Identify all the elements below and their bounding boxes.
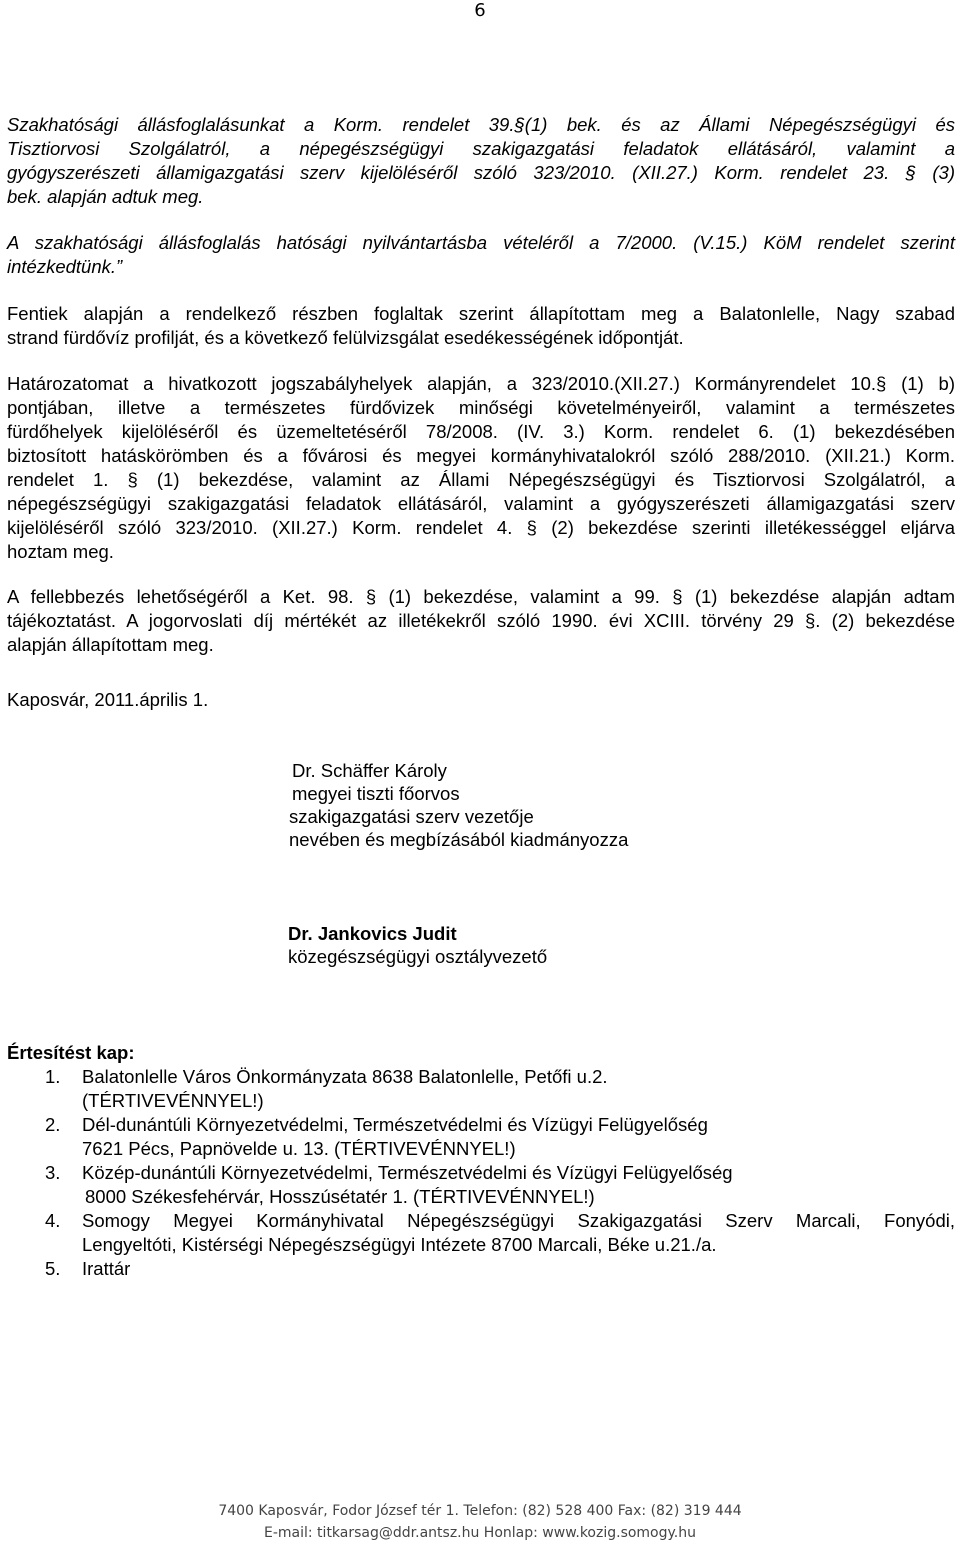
list-item-number: 2. (45, 1114, 61, 1135)
list-item-line: Irattár (82, 1258, 131, 1279)
footer-address: 7400 Kaposvár, Fodor József tér 1. Telefon: (82) 528 400 Fax: (82) 319 444 (218, 1503, 742, 1519)
text-line: A fellebbezés lehetőségéről a Ket. 98. § (1) bekezdése, valamint a 99. § (1) bekezdése alapján adtam (7, 586, 955, 607)
list-item-number: 1. (45, 1066, 61, 1087)
list-item-line: Lengyeltóti, Kistérségi Népegészségügyi Intézete 8700 Marcali, Béke u.21./a. (82, 1234, 717, 1255)
text-line: strand fürdővíz profilját, és a következő felülvizsgálat esedékességének időpontját. (7, 327, 684, 348)
text-line: Fentiek alapján a rendelkező részben foglaltak szerint állapítottam meg a Balatonlelle, Nagy szabad (7, 303, 955, 324)
signatory-title: megyei tiszti főorvos (292, 783, 460, 804)
signatory-name: Dr. Jankovics Judit (288, 923, 457, 944)
list-item-number: 5. (45, 1258, 61, 1279)
list-item-line: Közép-dunántúli Környezetvédelmi, Természetvédelmi és Vízügyi Felügyelőség (82, 1162, 733, 1183)
list-item-line: 8000 Székesfehérvár, Hosszúsétatér 1. (TÉRTIVEVÉNNYEL!) (85, 1186, 595, 1207)
text-line: alapján állapítottam meg. (7, 634, 214, 655)
signatory-name: Dr. Schäffer Károly (292, 760, 447, 781)
text-line: Határozatomat a hivatkozott jogszabályhelyek alapján, a 323/2010.(XII.27.) Kormányrendelet 10.§ (1) b) (7, 373, 955, 394)
list-item-number: 3. (45, 1162, 61, 1183)
list-item-number: 4. (45, 1210, 61, 1231)
list-item-line: 7621 Pécs, Papnövelde u. 13. (TÉRTIVEVÉNNYEL!) (82, 1138, 516, 1159)
text-line: hoztam meg. (7, 541, 114, 562)
text-line: bek. alapján adtuk meg. (7, 186, 204, 207)
text-line: pontjában, illetve a természetes fürdővizek minőségi követelményeiről, valamint a természetes (7, 397, 955, 418)
text-line: gyógyszerészeti államigazgatási szerv kijelöléséről szóló 323/2010. (XII.27.) Korm. rendelet 23. § (3) (7, 162, 955, 183)
list-item (7, 1161, 955, 1209)
list-item-line: Dél-dunántúli Környezetvédelmi, Természetvédelmi és Vízügyi Felügyelőség (82, 1114, 708, 1135)
signatory-organization: szakigazgatási szerv vezetője (289, 806, 534, 827)
text-line: tájékoztatást. A jogorvoslati díj mértékét az illetékekről szóló 1990. évi XCIII. törvény 29 §. (2) bekezdése (7, 610, 955, 631)
text-line: biztosított hatáskörömben és a fővárosi és megyei kormányhivatalokról szóló 288/2010. (XII.21.) Korm. (7, 445, 955, 466)
text-line: A szakhatósági állásfoglalás hatósági nyilvántartásba vételéről a 7/2000. (V.15.) KöM rendelet szerint (7, 232, 955, 253)
list-item (7, 1113, 955, 1161)
signature-block-2 (288, 922, 547, 968)
paragraph-registration-italic (7, 231, 955, 279)
list-item-line: Balatonlelle Város Önkormányzata 8638 Balatonlelle, Petőfi u.2. (82, 1066, 608, 1087)
footer-contact (0, 1500, 960, 1544)
list-item (7, 1257, 955, 1281)
list-item (7, 1209, 955, 1257)
signatory-title: közegészségügyi osztályvezető (288, 946, 548, 967)
signatory-note: nevében és megbízásából kiadmányozza (289, 829, 629, 850)
text-line: rendelet 1. § (1) bekezdése, valamint az Állami Népegészségügyi és Tisztiorvosi Szolgálatról, a (7, 469, 955, 490)
list-item-line: Somogy Megyei Kormányhivatal Népegészségügyi Szakigazgatási Szerv Marcali, Fonyódi, (82, 1210, 955, 1231)
text-line: népegészségügyi szakigazgatási feladatok ellátásáról, valamint a gyógyszerészeti államigazgatási szerv (7, 493, 955, 514)
paragraph-legal-basis-italic (7, 113, 955, 209)
notification-heading: Értesítést kap: (7, 1042, 135, 1063)
text-line: Tisztiorvosi Szolgálatról, a népegészségügyi szakigazgatási feladatok ellátásáról, valamint a (7, 138, 955, 159)
text-line: fürdőhelyek kijelöléséről és üzemeltetéséről 78/2008. (IV. 3.) Korm. rendelet 6. (1) bekezdésében (7, 421, 955, 442)
text-line: kijelöléséről szóló 323/2010. (XII.27.) Korm. rendelet 4. § (2) bekezdése szerinti illetékességgel eljárva (7, 517, 955, 538)
signature-block-1 (289, 759, 629, 851)
paragraph-decision-basis (7, 372, 955, 564)
notification-list (7, 1041, 955, 1281)
footer-email-web: E-mail: titkarsag@ddr.antsz.hu Honlap: www.kozig.somogy.hu (264, 1525, 696, 1541)
text-line: Szakhatósági állásfoglalásunkat a Korm. rendelet 39.§(1) bek. és az Állami Népegészségügyi és (7, 114, 955, 135)
paragraph-findings (7, 302, 955, 350)
list-item-line: (TÉRTIVEVÉNNYEL!) (82, 1090, 264, 1111)
text-line: intézkedtünk.” (7, 256, 123, 277)
list-item (7, 1065, 955, 1113)
page-number: 6 (474, 0, 486, 21)
paragraph-appeal-info (7, 585, 955, 657)
place-and-date: Kaposvár, 2011.április 1. (7, 689, 209, 710)
